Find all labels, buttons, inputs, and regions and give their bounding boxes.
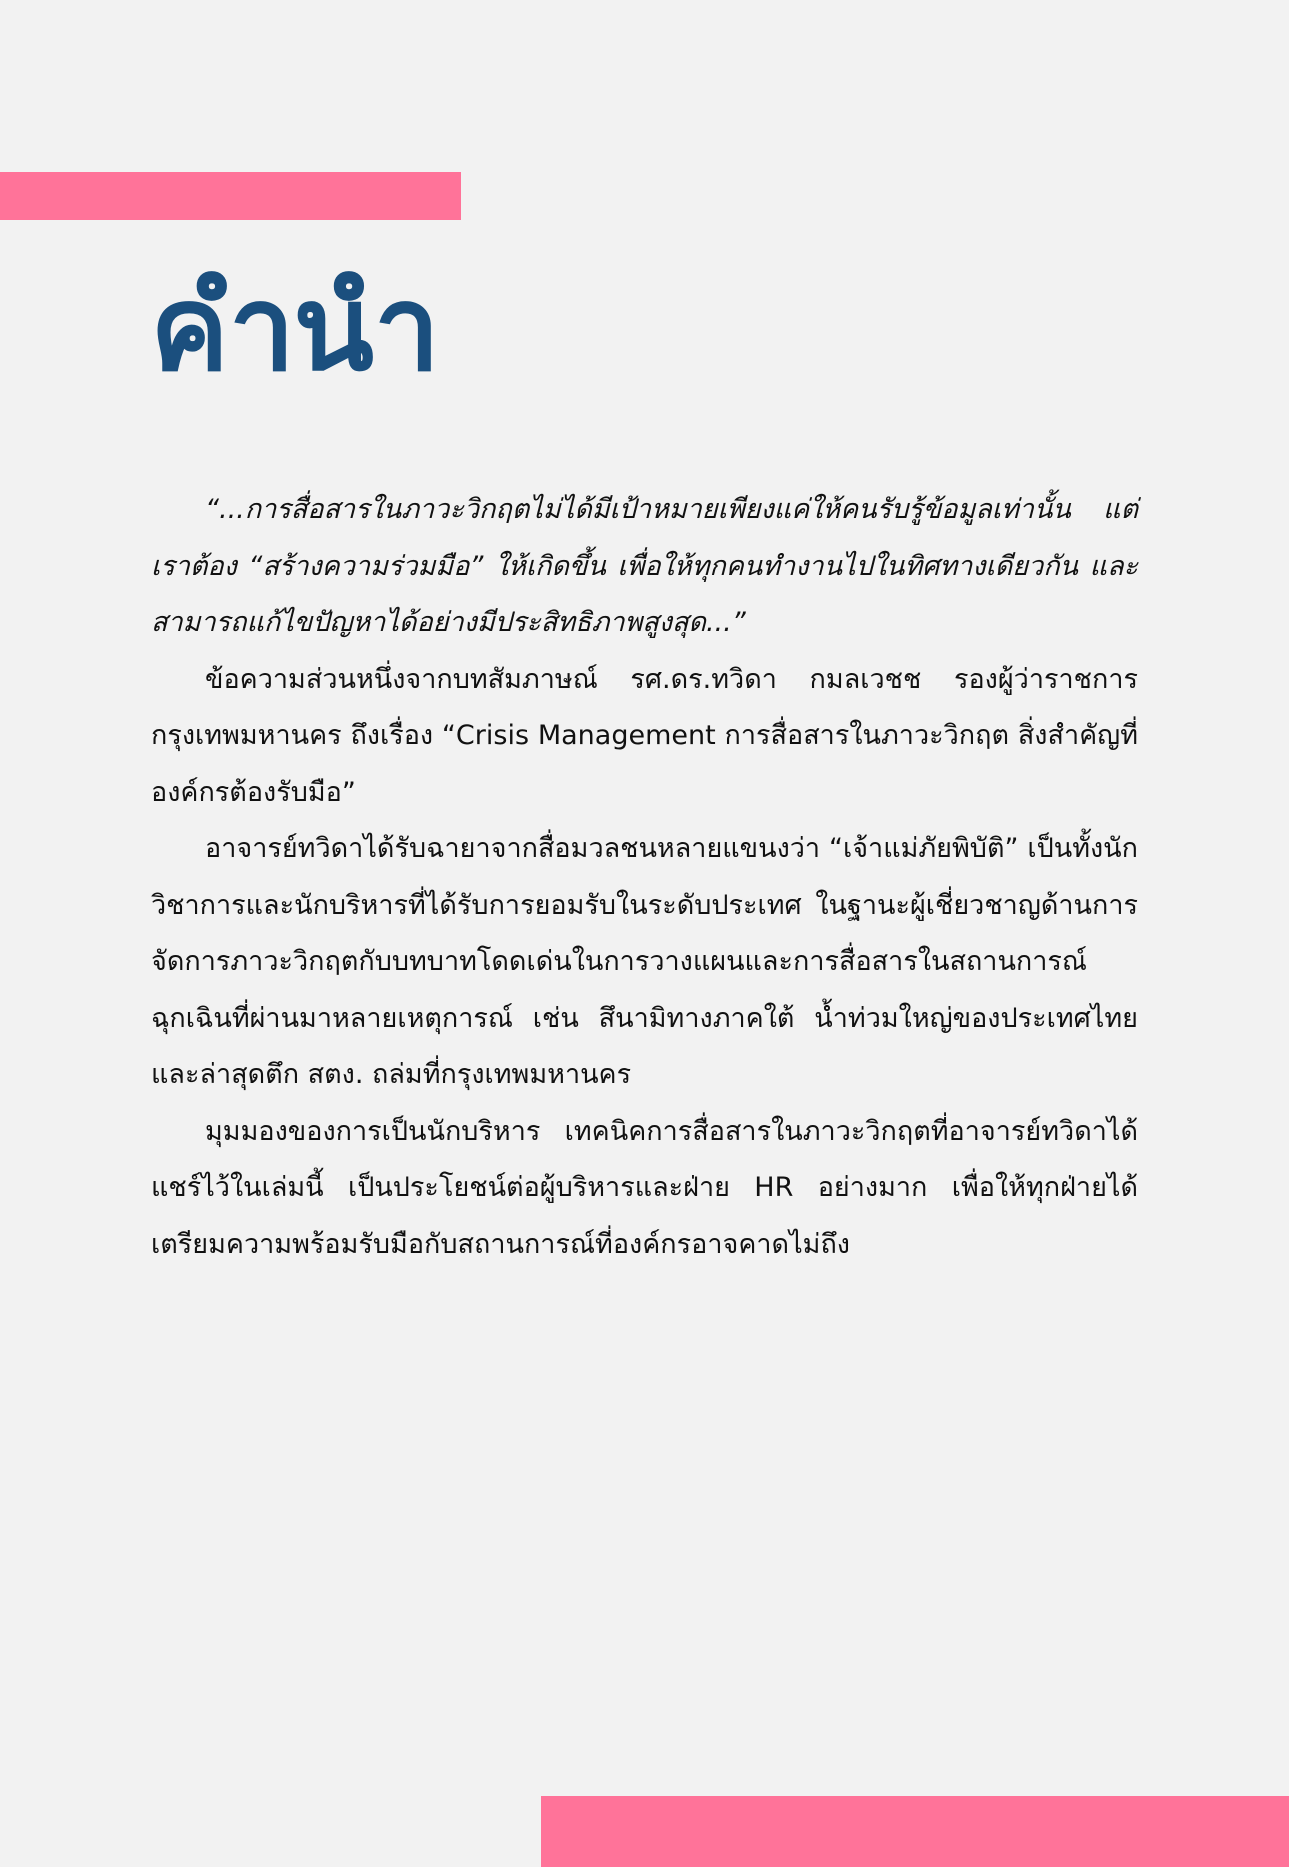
body-content <box>151 482 1138 1273</box>
bio-paragraph: อาจารย์ทวิดาได้รับฉายาจากสื่อมวลชนหลายแขนงว่า “เจ้าแม่ภัยพิบัติ” เป็นทั้งนักวิชาการและนักบริหารที่ได้รับการยอมรับในระดับประเทศ ในฐานะผู้เชี่ยวชาญด้านการจัดการภาวะวิกฤตกับบทบาทโดดเด่นในการวางแผนและการสื่อสารในสถานการณ์ฉุกเฉินที่ผ่านมาหลายเหตุการณ์ เช่น สึนามิทางภาคใต้ น้ำท่วมใหญ่ของประเทศไทย และล่าสุดตึก สตง. ถล่มที่กรุงเทพมหานคร <box>151 833 1138 1090</box>
accent-bar-top <box>0 172 461 220</box>
accent-bar-bottom <box>541 1796 1289 1867</box>
purpose-paragraph: มุมมองของการเป็นนักบริหาร เทคนิคการสื่อสารในภาวะวิกฤตที่อาจารย์ทวิดาได้แชร์ไว้ในเล่มนี้ เป็นประโยชน์ต่อผู้บริหารและฝ่าย HR อย่างมาก เพื่อให้ทุกฝ่ายได้เตรียมความพร้อมรับมือกับสถานการณ์ที่องค์กรอาจคาดไม่ถึง <box>151 1115 1138 1260</box>
quote-paragraph: “...การสื่อสารในภาวะวิกฤตไม่ได้มีเป้าหมายเพียงแค่ให้คนรับรู้ข้อมูลเท่านั้น แต่เราต้อง “สร้างความร่วมมือ” ให้เกิดขึ้น เพื่อให้ทุกคนทำงานไปในทิศทางเดียวกัน และสามารถแก้ไขปัญหาได้อย่างมีประสิทธิภาพสูงสุด...” <box>151 494 1138 638</box>
source-paragraph: ข้อความส่วนหนึ่งจากบทสัมภาษณ์ รศ.ดร.ทวิดา กมลเวชช รองผู้ว่าราชการกรุงเทพมหานคร ถึงเรื่อง “Crisis Management การสื่อสารในภาวะวิกฤต สิ่งสำคัญที่องค์กรต้องรับมือ” <box>151 663 1138 808</box>
page-title: คำนำ <box>150 259 439 397</box>
